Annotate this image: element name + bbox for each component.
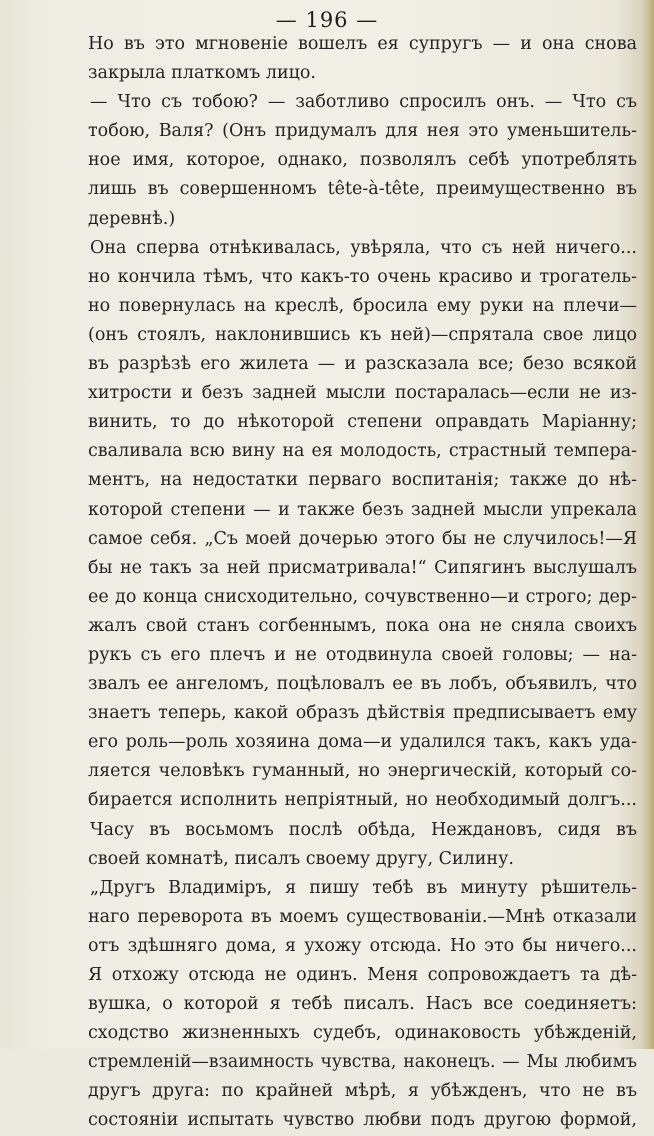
text-line: „Другъ Владиміръ, я пишу тебѣ въ минуту рѣшитель- <box>90 877 637 898</box>
text-line: Но въ это мгновеніе вошелъ ея супругъ — и она снова <box>88 34 637 54</box>
text-line: наго переворота въ моемъ существованіи.—Мнѣ отказали <box>88 906 637 927</box>
page-edge-shading <box>642 0 654 1049</box>
text-line: его роль—роль хозяина дома—и удалился такъ, какъ уда- <box>88 732 637 753</box>
text-line: состояніи испытать чувство любви подъ другою формой, <box>88 1110 637 1131</box>
text-line: лишь въ совершенномъ tête-à-tête, преимущественно въ <box>88 179 637 200</box>
text-line: знаетъ теперь, какой образъ дѣйствія предписываетъ ему <box>88 703 637 724</box>
page-number: — 196 — <box>275 8 379 32</box>
text-line: ное имя, которое, однако, позволялъ себѣ употреблять <box>88 150 637 171</box>
text-line: винить, то до нѣкоторой степени оправдать Маріанну; <box>88 412 637 433</box>
text-line: но кончила тѣмъ, что какъ-то очень красиво и трогатель- <box>88 266 637 287</box>
text-line: деревнѣ.) <box>88 208 176 229</box>
text-line: Я отхожу отсюда не одинъ. Меня сопровождаетъ та дѣ- <box>88 965 637 985</box>
text-line: въ разрѣзѣ его жилета — и разсказала все; безо всякой <box>88 354 637 375</box>
text-line: (онъ стоялъ, наклонившись къ ней)—спрятала свое лицо <box>88 324 637 345</box>
text-line: ментъ, на недостатки перваго воспитанія; также до нѣ- <box>88 470 637 491</box>
text-line: сваливала всю вину на ея молодость, страстный темпера- <box>88 441 637 462</box>
text-line: ее до конца снисходительно, сочувственно—и строго; дер- <box>88 586 637 607</box>
text-line: отъ здѣшняго дома, я ухожу отсюда. Но это бы ничего... <box>88 935 637 956</box>
text-line: закрыла платкомъ лицо. <box>88 63 316 84</box>
text-line: звалъ ее ангеломъ, поцѣловалъ ее въ лобъ, объявилъ, что <box>88 674 637 695</box>
text-line: ляется человѣкъ гуманный, но энергическій, который со- <box>88 761 637 782</box>
text-line: своей комнатѣ, писалъ своему другу, Силину. <box>88 848 514 869</box>
text-line: стремленій—взаимность чувства, наконецъ. — Мы любимъ <box>88 1052 637 1073</box>
text-line: — Что съ тобою? — заботливо спросилъ онъ. — Что съ <box>90 92 637 113</box>
text-line: но повернулась на креслѣ, бросила ему руки на плечи— <box>88 295 637 316</box>
body-text <box>88 30 637 1136</box>
text-line: вушка, о которой я тебѣ писалъ. Насъ все соединяетъ: <box>88 994 637 1015</box>
text-line: тобою, Валя? (Онъ придумалъ для нея это уменьшитель- <box>88 121 637 142</box>
text-line: другъ друга: по крайней мѣрѣ, я убѣжденъ, что не въ <box>88 1081 637 1102</box>
text-line: которой степени — и также безъ задней мысли упрекала <box>88 499 637 520</box>
text-line: бы не такъ за ней присматривала!“ Сипягинъ выслушалъ <box>88 557 637 578</box>
text-line: рукъ съ его плечъ и не отодвинула своей головы; — на- <box>88 644 637 665</box>
text-line: бирается исполнить непріятный, но необходимый долгъ... <box>88 790 637 811</box>
text-line: сходство жизненныхъ судебъ, одинаковость убѣжденій, <box>88 1023 637 1044</box>
text-line: жалъ свой станъ согбеннымъ, пока она не сняла своихъ <box>88 615 637 636</box>
text-line: самое себя. „Съ моей дочерью этого бы не случилось!—Я <box>88 528 637 549</box>
text-line: Часу въ восьмомъ послѣ обѣда, Неждановъ, сидя въ <box>90 819 637 840</box>
text-line: хитрости и безъ задней мысли постаралась—если не из- <box>88 383 637 404</box>
text-line: Она сперва отнѣкивалась, увѣряла, что съ ней ничего... <box>90 237 637 258</box>
